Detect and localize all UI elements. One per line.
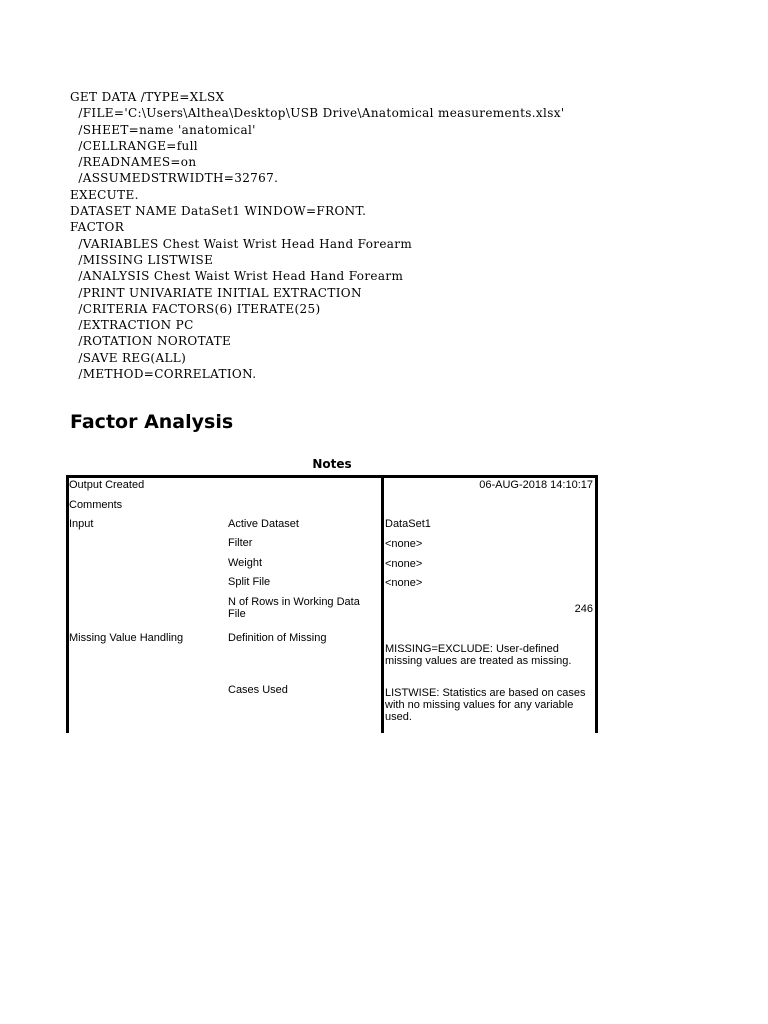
syntax-block — [70, 89, 565, 382]
comments-label: Comments — [69, 499, 123, 511]
syntax-line: EXECUTE. — [70, 187, 139, 202]
syntax-line: /VARIABLES Chest Waist Wrist Head Hand Forearm — [70, 236, 413, 251]
syntax-line: /READNAMES=on — [70, 155, 197, 170]
syntax-line: /ROTATION NOROTATE — [70, 334, 232, 349]
syntax-line: /EXTRACTION PC — [70, 318, 194, 333]
split-file-value: <none> — [385, 577, 423, 589]
cases-used-label: Cases Used — [228, 684, 288, 696]
syntax-line: /SHEET=name 'anatomical' — [70, 122, 256, 137]
syntax-line: /CELLRANGE=full — [70, 138, 198, 153]
syntax-line: GET DATA /TYPE=XLSX — [70, 90, 225, 104]
table-border-top — [66, 475, 598, 478]
n-rows-value: 246 — [574, 603, 593, 615]
definition-of-missing-value: MISSING=EXCLUDE: User-defined missing values are treated as missing. — [385, 643, 572, 667]
filter-label: Filter — [228, 537, 253, 549]
syntax-line: /ANALYSIS Chest Waist Wrist Head Hand Forearm — [70, 269, 404, 284]
syntax-line: FACTOR — [70, 220, 125, 235]
syntax-line: /CRITERIA FACTORS(6) ITERATE(25) — [70, 301, 321, 316]
split-file-label: Split File — [228, 576, 271, 588]
section-title: Factor Analysis — [70, 411, 234, 433]
syntax-line: /METHOD=CORRELATION. — [70, 367, 257, 382]
output-created-label: Output Created — [69, 479, 145, 491]
syntax-line: /ASSUMEDSTRWIDTH=32767. — [70, 171, 279, 186]
input-label: Input — [69, 518, 94, 530]
weight-value: <none> — [385, 558, 423, 570]
syntax-line: /MISSING LISTWISE — [70, 252, 214, 267]
table-border-right — [595, 475, 598, 733]
n-rows-label: N of Rows in Working Data File — [228, 596, 360, 620]
active-dataset-value: DataSet1 — [385, 518, 431, 530]
table-border-middle — [381, 475, 384, 733]
table-border-left — [66, 475, 69, 733]
cases-used-value: LISTWISE: Statistics are based on cases with no missing values for any variable used. — [385, 687, 586, 723]
syntax-line: /SAVE REG(ALL) — [70, 350, 187, 365]
syntax-line: /PRINT UNIVARIATE INITIAL EXTRACTION — [70, 285, 362, 300]
filter-value: <none> — [385, 538, 423, 550]
weight-label: Weight — [228, 557, 263, 569]
notes-table — [66, 475, 598, 733]
notes-table-title: Notes — [312, 457, 352, 471]
missing-value-handling-label: Missing Value Handling — [69, 632, 184, 644]
syntax-line: /FILE='C:\Users\Althea\Desktop\USB Drive\Anatomical measurements.xlsx' — [70, 106, 565, 121]
definition-of-missing-label: Definition of Missing — [228, 632, 327, 644]
active-dataset-label: Active Dataset — [228, 518, 299, 530]
output-created-value: 06-AUG-2018 14:10:17 — [479, 479, 593, 491]
syntax-line: DATASET NAME DataSet1 WINDOW=FRONT. — [70, 204, 367, 219]
